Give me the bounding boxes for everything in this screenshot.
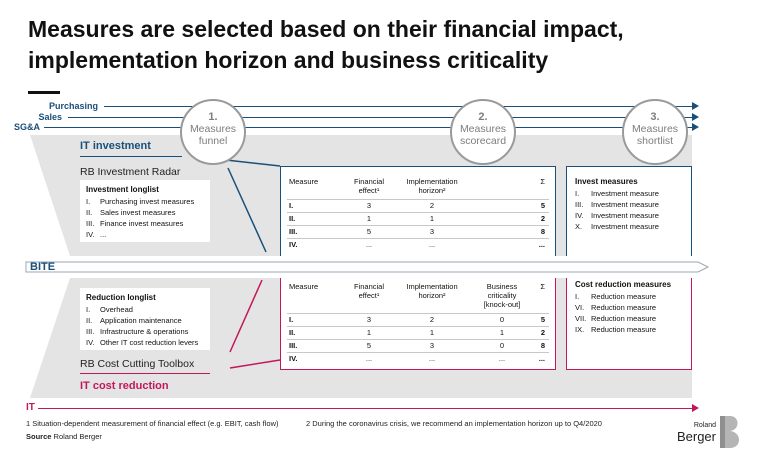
scorecard-invest-table: [287, 175, 549, 251]
step-circle-scorecard: [450, 99, 516, 165]
shortlist-invest-title: Invest measures: [575, 177, 638, 186]
table-row: IV. ... ... ... ...: [287, 353, 549, 366]
bite-label: BITE: [30, 261, 56, 273]
investment-longlist-title: Investment longlist: [86, 185, 159, 194]
step-label-line1: Measures: [189, 123, 237, 135]
step-label-line1: Measures: [459, 123, 507, 135]
list-item: X. Investment measure: [575, 222, 659, 231]
bite-arrow-outline: [26, 262, 708, 272]
it-investment-label: IT investment: [80, 140, 151, 152]
list-item: IV. Investment measure: [575, 211, 659, 220]
arrow-right-icon: [692, 113, 699, 121]
table-row: I. 3 2 5: [287, 200, 549, 213]
list-item: I. Investment measure: [575, 189, 659, 198]
scorecard-cost: [280, 278, 556, 370]
cost-cutting-toolbox-label: RB Cost Cutting Toolbox: [80, 358, 195, 370]
table-row: I. 3 2 0 5: [287, 314, 549, 327]
shortlist-cost: [566, 278, 692, 370]
column-header-financial: Financial effect¹: [353, 177, 384, 195]
source-label: Source: [26, 432, 52, 441]
list-item: II. Application maintenance: [86, 316, 182, 325]
arrow-right-icon: [692, 102, 699, 110]
footnote-1: 1 Situation-dependent measurement of financial effect (e.g. EBIT, cash flow): [26, 419, 279, 428]
table-row: III. 5 3 0 8: [287, 340, 549, 353]
arrow-right-icon: [692, 123, 699, 131]
footnote-2: 2 During the coronavirus crisis, we recommend an implementation horizon up to Q4/2020: [306, 419, 602, 428]
shortlist-invest: [566, 166, 692, 256]
step-label-line2: funnel: [198, 135, 228, 147]
list-item: IV. ...: [86, 230, 107, 239]
title-line-2: implementation horizon and business criticality: [28, 47, 549, 73]
flow-line-sales: [68, 117, 692, 118]
scorecard-cost-table: [287, 280, 549, 365]
step-number: 2.: [478, 111, 488, 123]
arrow-right-icon: [692, 404, 699, 412]
table-row: II. 1 1 2: [287, 213, 549, 226]
table-row: II. 1 1 1 2: [287, 327, 549, 340]
reduction-longlist: [80, 288, 210, 350]
list-item: IX. Reduction measure: [575, 325, 657, 334]
column-header-horizon: Implementation horizon²: [406, 282, 458, 300]
column-header-measure: Measure: [289, 177, 319, 186]
investment-longlist: [80, 180, 210, 242]
step-number: 3.: [650, 111, 660, 123]
step-label-line2: shortlist: [636, 135, 674, 147]
step-label-line2: scorecard: [459, 135, 507, 147]
list-item: III. Infrastructure & operations: [86, 327, 189, 336]
column-header-horizon: Implementation horizon²: [406, 177, 458, 195]
table-row: IV. ... ... ...: [287, 239, 549, 252]
step-label-line1: Measures: [631, 123, 679, 135]
table-header-row: [287, 175, 549, 200]
list-item: II. Sales invest measures: [86, 208, 176, 217]
it-cost-underline: [80, 373, 210, 374]
list-item: III. Investment measure: [575, 200, 659, 209]
source-value: Roland Berger: [53, 432, 102, 441]
title-line-1: Measures are selected based on their financial impact,: [28, 16, 624, 42]
reduction-longlist-title: Reduction longlist: [86, 293, 156, 302]
flow-label-sga: SG&A: [13, 122, 40, 132]
list-item: IV. Other IT cost reduction levers: [86, 338, 199, 347]
column-header-financial: Financial effect¹: [353, 282, 384, 300]
it-cost-reduction-label: IT cost reduction: [80, 380, 169, 392]
it-investment-underline: [80, 156, 182, 157]
list-item: I. Reduction measure: [575, 292, 657, 301]
column-header-spacer: [469, 175, 535, 200]
table-header-row: [287, 280, 549, 314]
it-label: IT: [26, 402, 35, 413]
column-header-criticality: Business criticality [knock-out]: [483, 282, 521, 309]
scorecard-invest: [280, 166, 556, 256]
flow-line-sga: [44, 127, 692, 128]
list-item: III. Finance invest measures: [86, 219, 184, 228]
step-circle-funnel: [180, 99, 246, 165]
step-circle-shortlist: [622, 99, 688, 165]
shortlist-cost-title: Cost reduction measures: [575, 280, 672, 289]
list-item: I. Purchasing invest measures: [86, 197, 195, 206]
it-line: [38, 408, 692, 409]
logo-wordmark: Roland Berger: [676, 422, 716, 444]
table-row: III. 5 3 8: [287, 226, 549, 239]
column-header-sum: Σ: [540, 282, 545, 291]
flow-label-sales: Sales: [38, 112, 62, 122]
step-number: 1.: [208, 111, 218, 123]
list-item: I. Overhead: [86, 305, 133, 314]
investment-radar-label: RB Investment Radar: [80, 166, 181, 178]
column-header-sum: Σ: [540, 177, 545, 186]
list-item: VI. Reduction measure: [575, 303, 657, 312]
column-header-measure: Measure: [289, 282, 319, 291]
list-item: VII. Reduction measure: [575, 314, 657, 323]
source-line: [26, 432, 102, 441]
flow-label-purchasing: Purchasing: [48, 101, 98, 111]
roland-berger-logo-icon: [718, 414, 744, 450]
